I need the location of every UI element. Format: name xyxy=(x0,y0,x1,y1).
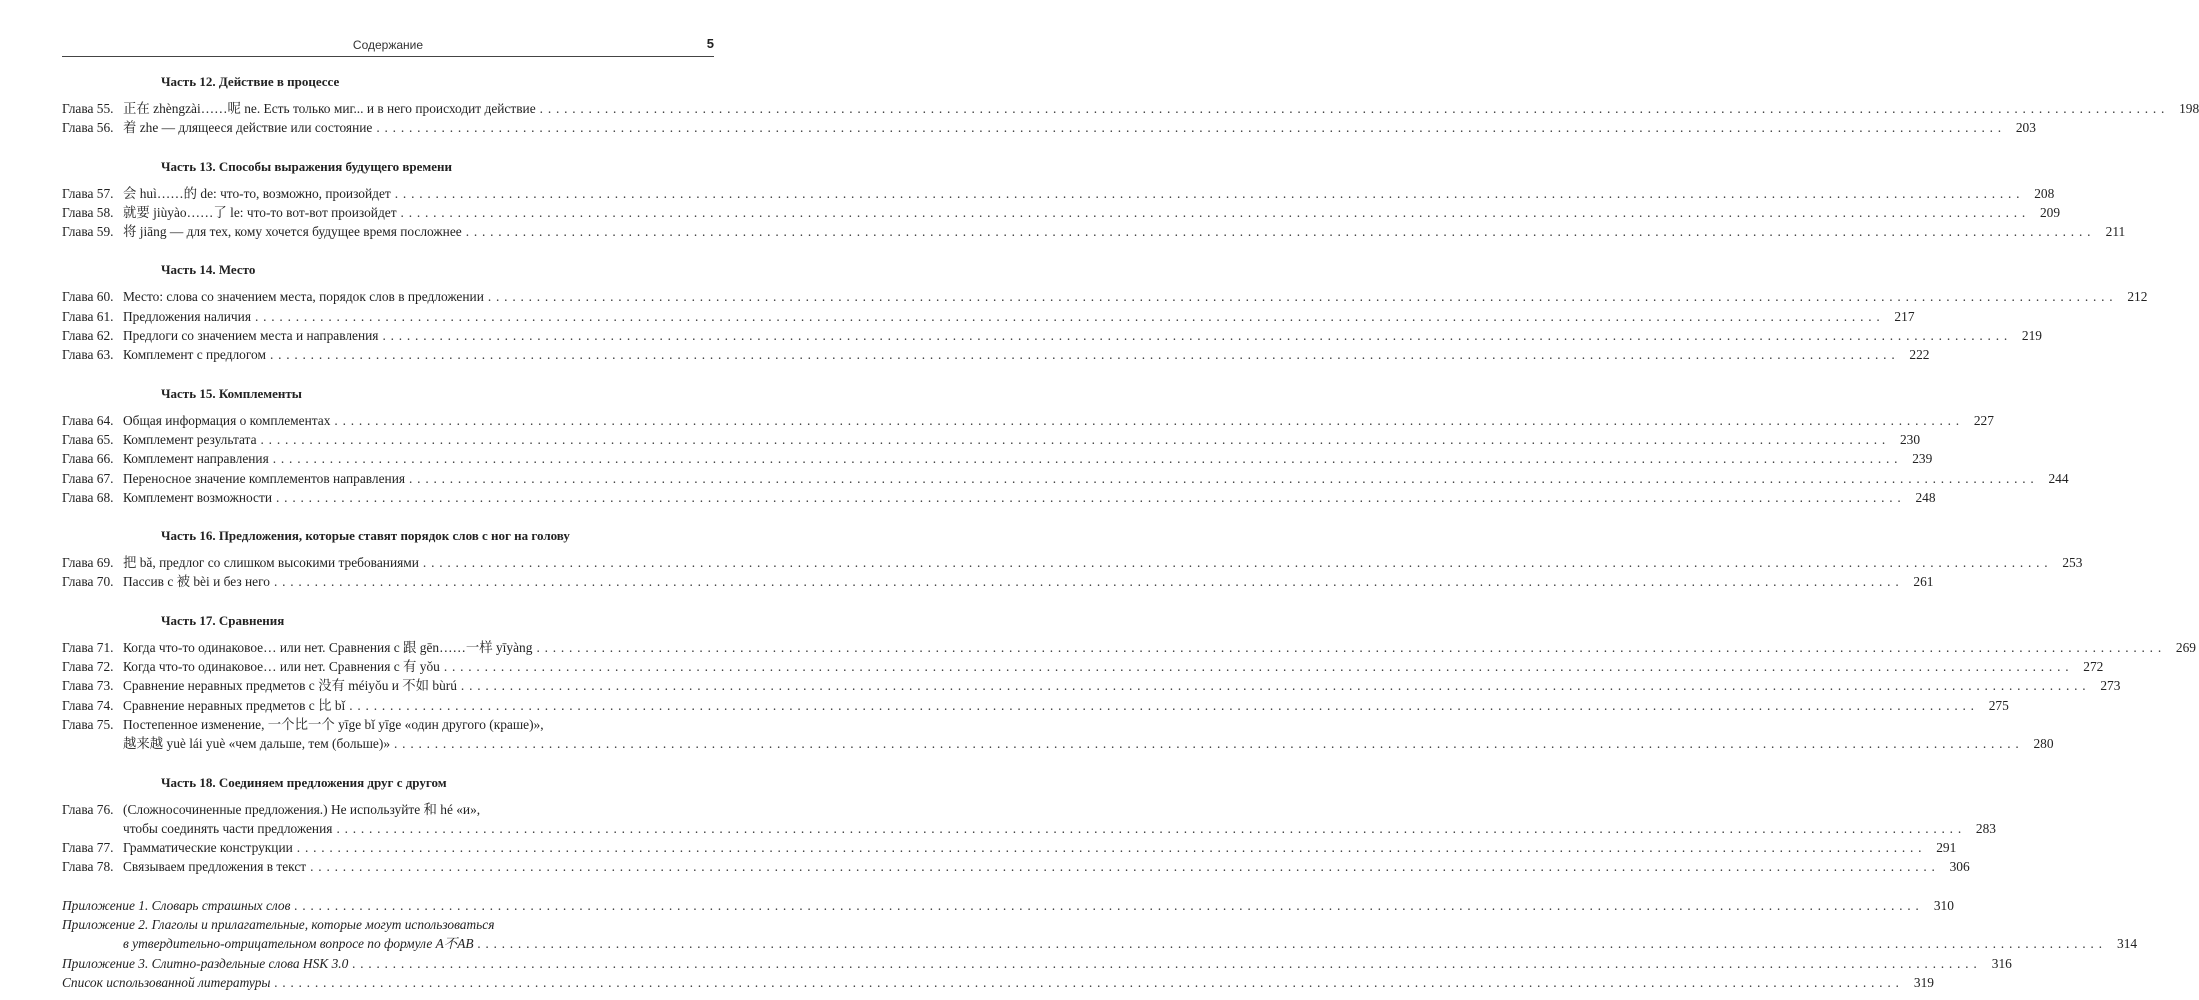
chapter-label: Глава 73. xyxy=(62,678,114,694)
entry-title: Комплемент результата xyxy=(123,431,257,447)
part-section xyxy=(62,157,2126,242)
chapter-label: Глава 66. xyxy=(62,451,114,467)
entry-title: Комплемент возможности xyxy=(123,489,273,505)
chapter-label: Глава 70. xyxy=(62,574,114,590)
entry-title: Место: слова со значением места, порядок слов в предложении xyxy=(123,289,484,305)
entry-page-number: 211 xyxy=(2105,224,2126,240)
toc-entry[interactable] xyxy=(62,696,2009,715)
entry-body xyxy=(62,896,1954,915)
entry-title: Приложение 3. Слитно-раздельные слова HSK 3.0 xyxy=(62,955,349,971)
entry-page-number: 280 xyxy=(2033,736,2054,752)
toc-entry[interactable] xyxy=(62,800,1996,839)
entry-page-number: 275 xyxy=(1988,697,2009,713)
chapter-label: Глава 68. xyxy=(62,489,114,505)
entry-title: 正在 zhèngzài……呢 ne. Есть только миг... и в него происходит действие xyxy=(123,101,536,116)
entry-body xyxy=(123,203,2061,222)
entry-line xyxy=(123,307,1915,326)
dot-leader: ........................................................................................................................................................................................................ xyxy=(465,224,2096,240)
entry-page-number: 209 xyxy=(2039,204,2061,220)
entry-body xyxy=(123,287,2148,306)
entry-title: Комплемент направления xyxy=(123,451,269,467)
entry-body xyxy=(123,838,1957,857)
dot-leader: ........................................................................................................................................................................................................ xyxy=(254,308,1885,324)
toc-entry[interactable] xyxy=(62,118,2036,137)
chapter-label: Глава 63. xyxy=(62,347,114,363)
chapter-label: Глава 71. xyxy=(62,639,114,655)
entry-line xyxy=(123,819,1996,838)
toc-entry[interactable] xyxy=(62,345,1930,364)
entry-body xyxy=(123,572,1934,591)
chapter-label: Глава 64. xyxy=(62,412,114,428)
toc-entry[interactable] xyxy=(62,954,2012,973)
entry-body xyxy=(123,99,2199,118)
toc-entry[interactable] xyxy=(62,287,2148,306)
dot-leader: ........................................................................................................................................................................................................ xyxy=(539,101,2170,116)
entry-line xyxy=(123,638,2196,657)
entry-line xyxy=(62,915,714,934)
chapter-label: Глава 55. xyxy=(62,101,114,116)
entry-line xyxy=(123,99,2199,118)
dot-leader: ........................................................................................................................................................................................................ xyxy=(376,120,2006,136)
dot-leader: ........................................................................................................................................................................................................ xyxy=(310,859,1940,875)
entry-page-number: 203 xyxy=(2015,120,2036,136)
entry-line xyxy=(123,572,1934,591)
entry-page-number: 306 xyxy=(1949,859,1970,875)
entry-page-number: 314 xyxy=(2117,936,2138,952)
part-section xyxy=(62,260,2148,364)
entry-line xyxy=(123,715,714,734)
entry-title: 把 bǎ, предлог со слишком высокими требованиями xyxy=(123,555,419,571)
entry-page-number: 227 xyxy=(1973,412,1994,428)
entry-title: Сравнение неравных предметов с 没有 méiyǒu и 不如 bùrú xyxy=(123,678,457,694)
entry-body xyxy=(123,469,2069,488)
entry-page-number: 253 xyxy=(2062,555,2083,571)
dot-leader: ........................................................................................................................................................................................................ xyxy=(536,639,2166,655)
chapter-label: Глава 77. xyxy=(62,840,114,856)
entry-line xyxy=(62,934,2138,953)
chapter-label: Глава 57. xyxy=(62,185,114,201)
entry-title: 就要 jiùyào……了 le: что-то вот-вот произойдет xyxy=(123,204,397,220)
dot-leader: ........................................................................................................................................................................................................ xyxy=(334,412,1964,428)
dot-leader: ........................................................................................................................................................................................................ xyxy=(394,185,2025,201)
toc-entry[interactable] xyxy=(62,469,2069,488)
entry-page-number: 272 xyxy=(2083,659,2104,675)
dot-leader: ........................................................................................................................................................................................................ xyxy=(477,936,2108,952)
part-title: Часть 18. Соединяем предложения друг с другом xyxy=(161,774,447,790)
dot-leader: ........................................................................................................................................................................................................ xyxy=(272,451,1903,467)
part-title: Часть 12. Действие в процессе xyxy=(161,74,340,89)
entry-page-number: 269 xyxy=(2175,639,2196,655)
entry-title: 将 jiāng — для тех, кому хочется будущее время посложнее xyxy=(123,224,462,240)
toc-entry[interactable] xyxy=(62,449,1933,468)
page-number: 5 xyxy=(706,36,714,51)
entry-line xyxy=(123,326,2042,345)
entry-body xyxy=(123,696,2009,715)
entry-title: Пассив с 被 bèi и без него xyxy=(123,574,270,590)
appendix-section xyxy=(62,896,2138,992)
chapter-label: Глава 67. xyxy=(62,470,114,486)
part-section xyxy=(62,611,2196,754)
entry-title: Постепенное изменение, 一个比一个 yīge bǐ yīge «один другого (краше)», xyxy=(123,716,544,732)
entry-page-number: 239 xyxy=(1912,451,1933,467)
toc-entry[interactable] xyxy=(62,857,1970,876)
entry-body xyxy=(123,857,1970,876)
entry-title: Грамматические конструкции xyxy=(123,840,293,856)
entry-line xyxy=(123,222,2126,241)
running-header xyxy=(62,38,714,57)
part-section xyxy=(62,72,2199,138)
entry-line xyxy=(123,287,2148,306)
entry-line xyxy=(123,488,1936,507)
entry-line xyxy=(123,657,2104,676)
chapter-label: Глава 60. xyxy=(62,289,114,305)
toc-entry[interactable] xyxy=(62,973,1934,992)
part-title: Часть 17. Сравнения xyxy=(161,612,285,628)
dot-leader: ........................................................................................................................................................................................................ xyxy=(274,974,1904,990)
entry-page-number: 316 xyxy=(1991,955,2012,971)
entry-line xyxy=(62,896,1954,915)
entry-body xyxy=(123,345,1930,364)
toc-entry[interactable] xyxy=(62,657,2104,676)
part-section xyxy=(62,384,2069,507)
dot-leader: ........................................................................................................................................................................................................ xyxy=(273,574,1904,590)
entry-body xyxy=(123,430,1921,449)
part-title: Часть 15. Комплементы xyxy=(161,385,302,401)
entry-page-number: 212 xyxy=(2127,289,2148,305)
toc-entry[interactable] xyxy=(62,715,2054,754)
entry-line xyxy=(123,449,1933,468)
toc-entry[interactable] xyxy=(62,572,1934,591)
entry-title: Предложения наличия xyxy=(123,308,251,324)
entry-title: Предлоги со значением места и направления xyxy=(123,328,379,344)
entry-title: в утвердительно-отрицательном вопросе по формуле A不AB xyxy=(123,936,474,952)
entry-line xyxy=(62,973,1934,992)
dot-leader: ........................................................................................................................................................................................................ xyxy=(336,820,1966,836)
entry-line xyxy=(123,411,1994,430)
entry-title: Приложение 1. Словарь страшных слов xyxy=(62,897,291,913)
toc-entry[interactable] xyxy=(62,184,2055,203)
entry-line xyxy=(62,954,2012,973)
entry-page-number: 222 xyxy=(1909,347,1930,363)
entry-title: Связываем предложения в текст xyxy=(123,859,307,875)
entry-page-number: 244 xyxy=(2048,470,2069,486)
entry-line xyxy=(123,857,1970,876)
entry-title: Когда что-то одинаковое… или нет. Сравнения с 跟 gēn……一样 yīyàng xyxy=(123,639,533,655)
entry-body xyxy=(62,973,1934,992)
entry-page-number: 248 xyxy=(1915,489,1936,505)
entry-line xyxy=(123,838,1957,857)
entry-title: 会 huì……的 de: что-то, возможно, произойдет xyxy=(123,185,391,201)
dot-leader: ........................................................................................................................................................................................................ xyxy=(487,289,2118,305)
entry-body xyxy=(123,326,2042,345)
chapter-label: Глава 76. xyxy=(62,801,114,817)
dot-leader: ........................................................................................................................................................................................................ xyxy=(394,736,2024,752)
part-title: Часть 16. Предложения, которые ставят порядок слов с ног на голову xyxy=(161,528,570,544)
entry-body xyxy=(62,915,2138,954)
toc-entry[interactable] xyxy=(62,411,1994,430)
entry-body xyxy=(123,307,1915,326)
toc-entry[interactable] xyxy=(62,326,2042,345)
chapter-label: Глава 65. xyxy=(62,431,114,447)
entry-page-number: 217 xyxy=(1894,308,1915,324)
entry-line xyxy=(123,734,2054,753)
dot-leader: ........................................................................................................................................................................................................ xyxy=(276,489,1906,505)
entry-body xyxy=(123,676,2121,695)
entry-page-number: 273 xyxy=(2100,678,2121,694)
entry-title: (Сложносочиненные предложения.) Не используйте 和 hé «и», xyxy=(123,801,481,817)
entry-title: Приложение 2. Глаголы и прилагательные, которые могут использоваться xyxy=(62,917,495,933)
entry-line xyxy=(123,800,714,819)
entry-line xyxy=(123,696,2009,715)
toc-entry[interactable] xyxy=(62,638,2196,657)
entry-page-number: 230 xyxy=(1899,431,1921,447)
entry-title: Переносное значение комплементов направления xyxy=(123,470,406,486)
entry-body xyxy=(123,449,1933,468)
entry-body xyxy=(123,222,2126,241)
dot-leader: ........................................................................................................................................................................................................ xyxy=(349,697,1979,713)
entry-body xyxy=(123,411,1994,430)
part-section xyxy=(62,773,1996,877)
entry-line xyxy=(123,553,2083,572)
entry-line xyxy=(123,203,2061,222)
entry-title: 越来越 yuè lái yuè «чем дальше, тем (больше)» xyxy=(123,736,391,752)
toc-entry[interactable] xyxy=(62,676,2121,695)
toc-entry[interactable] xyxy=(62,203,2061,222)
toc-entry[interactable] xyxy=(62,838,1957,857)
entry-line xyxy=(123,430,1921,449)
entry-body xyxy=(123,657,2104,676)
entry-title: Сравнение неравных предметов с 比 bǐ xyxy=(123,697,346,713)
dot-leader: ........................................................................................................................................................................................................ xyxy=(409,470,2039,486)
entry-page-number: 310 xyxy=(1933,897,1954,913)
entry-body xyxy=(123,638,2196,657)
entry-body xyxy=(123,553,2083,572)
dot-leader: ........................................................................................................................................................................................................ xyxy=(460,678,2091,694)
entry-line xyxy=(123,345,1930,364)
entry-page-number: 219 xyxy=(2021,328,2042,344)
dot-leader: ........................................................................................................................................................................................................ xyxy=(443,659,2074,675)
dot-leader: ........................................................................................................................................................................................................ xyxy=(294,897,1924,913)
chapter-label: Глава 61. xyxy=(62,308,114,324)
entry-title: Когда что-то одинаковое… или нет. Сравнения с 有 yǒu xyxy=(123,659,440,675)
chapter-label: Глава 58. xyxy=(62,204,114,220)
entry-page-number: 208 xyxy=(2034,185,2055,201)
entry-title: Комплемент с предлогом xyxy=(123,347,266,363)
entry-page-number: 319 xyxy=(1913,974,1934,990)
header-title: Содержание xyxy=(352,38,424,52)
dot-leader: ........................................................................................................................................................................................................ xyxy=(422,555,2053,571)
entry-body xyxy=(123,800,1996,839)
toc-entry[interactable] xyxy=(62,99,2199,118)
chapter-label: Глава 56. xyxy=(62,120,114,136)
entry-title: Список использованной литературы xyxy=(62,974,271,990)
chapter-label: Глава 72. xyxy=(62,659,114,675)
chapter-label: Глава 62. xyxy=(62,328,114,344)
entry-line xyxy=(123,469,2069,488)
toc-entry[interactable] xyxy=(62,307,1915,326)
toc-entry[interactable] xyxy=(62,553,2083,572)
entry-body xyxy=(123,184,2055,203)
table-of-contents xyxy=(62,72,2199,992)
dot-leader: ........................................................................................................................................................................................................ xyxy=(400,204,2031,220)
part-title: Часть 14. Место xyxy=(161,262,256,278)
entry-page-number: 261 xyxy=(1913,574,1934,590)
dot-leader: ........................................................................................................................................................................................................ xyxy=(260,431,1891,447)
toc-entry[interactable] xyxy=(62,915,2138,954)
entry-title: чтобы соединять части предложения xyxy=(123,820,333,836)
entry-line xyxy=(123,676,2121,695)
part-section xyxy=(62,526,2083,592)
dot-leader: ........................................................................................................................................................................................................ xyxy=(352,955,1982,971)
entry-title: 着 zhe — длящееся действие или состояние xyxy=(123,120,373,136)
entry-body xyxy=(123,715,2054,754)
dot-leader: ........................................................................................................................................................................................................ xyxy=(296,840,1927,856)
toc-entry[interactable] xyxy=(62,222,2126,241)
chapter-label: Глава 75. xyxy=(62,716,114,732)
dot-leader: ........................................................................................................................................................................................................ xyxy=(269,347,1900,363)
toc-entry[interactable] xyxy=(62,488,1936,507)
entry-line xyxy=(123,184,2055,203)
entry-body xyxy=(123,118,2036,137)
entry-page-number: 291 xyxy=(1936,840,1957,856)
entry-body xyxy=(62,954,2012,973)
chapter-label: Глава 74. xyxy=(62,697,114,713)
entry-page-number: 198 xyxy=(2179,101,2199,116)
entry-page-number: 283 xyxy=(1975,820,1996,836)
chapter-label: Глава 69. xyxy=(62,555,114,571)
toc-entry[interactable] xyxy=(62,430,1921,449)
chapter-label: Глава 59. xyxy=(62,224,114,240)
part-title: Часть 13. Способы выражения будущего времени xyxy=(161,158,453,174)
dot-leader: ........................................................................................................................................................................................................ xyxy=(382,328,2012,344)
toc-entry[interactable] xyxy=(62,896,1954,915)
chapter-label: Глава 78. xyxy=(62,859,114,875)
entry-title: Общая информация о комплементах xyxy=(123,412,331,428)
entry-line xyxy=(123,118,2036,137)
entry-body xyxy=(123,488,1936,507)
